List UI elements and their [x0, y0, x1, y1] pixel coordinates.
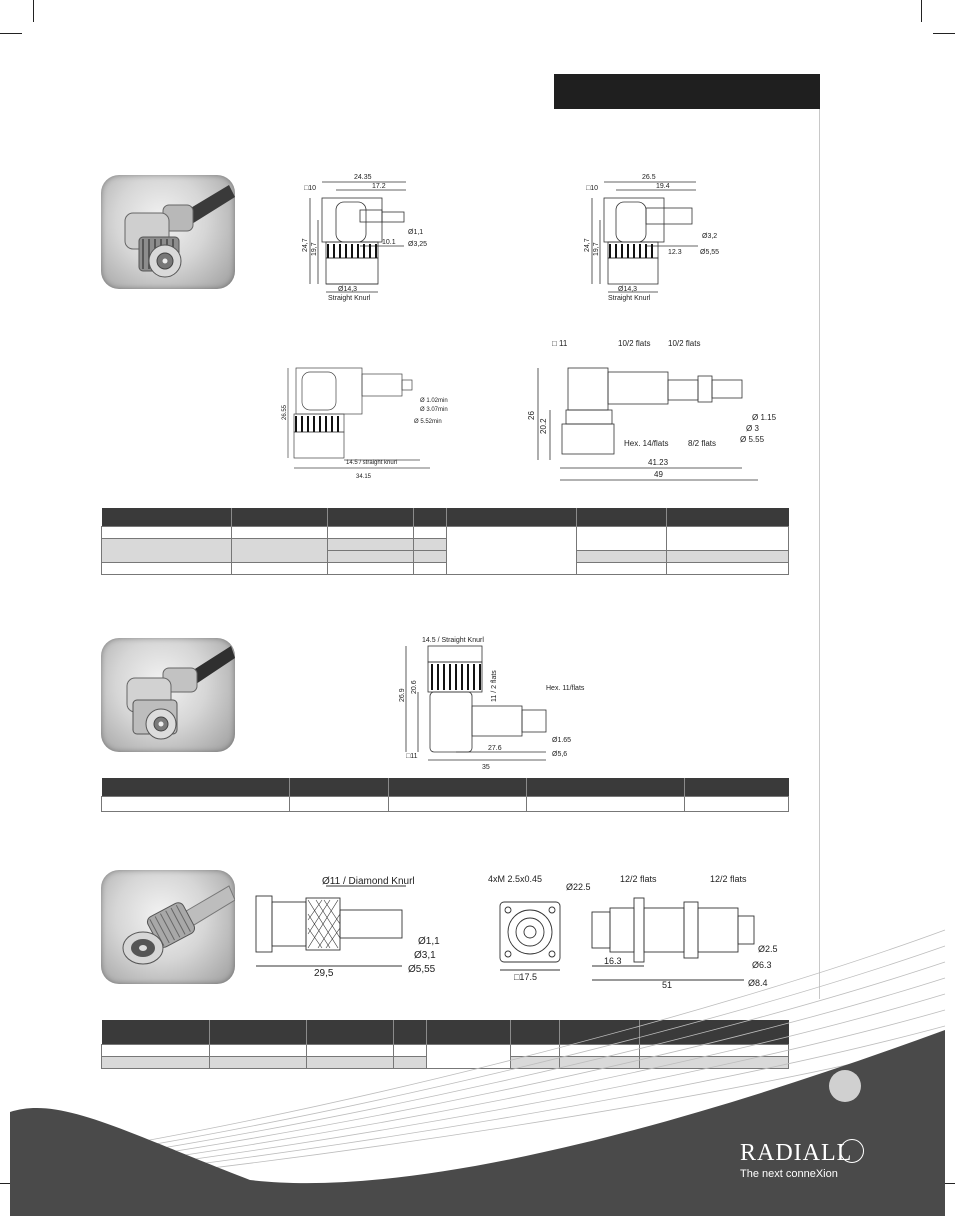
dim-square: □10 [586, 185, 599, 192]
dim-height-inner: 19,7 [311, 242, 318, 256]
table-row [102, 797, 789, 812]
column-header [102, 778, 290, 797]
dim-height-total: 26 [527, 411, 536, 420]
dim-knurl-label: Straight Knurl [608, 295, 651, 302]
table-cell [667, 527, 789, 551]
dim-dia-outer: Ø5,55 [700, 249, 720, 256]
dim-d1: Ø1,1 [418, 936, 440, 947]
dim-d2: Ø5,6 [552, 751, 568, 758]
dimension-drawing-1d [520, 336, 780, 486]
dim-hex: Hex. 14/flats [624, 439, 669, 448]
brand-tagline: The next conneXion [740, 1168, 838, 1180]
dim-knurl-label: Straight Knurl [328, 295, 371, 302]
table-cell [527, 797, 685, 812]
dim-width-total: 24.35 [354, 174, 372, 181]
table-cell [447, 527, 577, 575]
table-cell [102, 539, 232, 563]
crop-mark [0, 33, 22, 34]
dimension-drawing-1b [580, 170, 720, 306]
dim-knurl-dia: Ø14,3 [618, 286, 638, 293]
dim-flats: 11 / 2 flats [491, 670, 498, 702]
table-cell [232, 527, 328, 539]
dim-d3: Ø5,55 [408, 964, 436, 975]
table-cell [667, 563, 789, 575]
dim-flats3: 8/2 flats [688, 439, 717, 448]
dim-width: 34.15 [356, 474, 372, 480]
dimension-drawing-2 [396, 632, 586, 772]
column-header [414, 508, 447, 527]
dim-height-total: 24,7 [302, 238, 309, 252]
table-cell [328, 527, 414, 539]
column-header [447, 508, 577, 527]
crop-mark [33, 0, 34, 22]
table-row [102, 563, 789, 575]
table-cell [577, 551, 667, 563]
crop-mark [933, 33, 955, 34]
dim-length: 10.1 [382, 239, 396, 246]
brand-name: RADIALL [740, 1140, 853, 1166]
dimension-drawing-1c [280, 360, 460, 482]
dim-height-total: 24,7 [584, 238, 591, 252]
dim-d1: Ø2.5 [758, 944, 778, 954]
table-cell [232, 539, 328, 563]
dim-d1: Ø1.65 [552, 737, 572, 744]
column-header [328, 508, 414, 527]
dim-screws: 4xM 2.5x0.45 [488, 874, 543, 884]
table-cell [102, 797, 290, 812]
dim-width-inner: 17.2 [372, 183, 386, 190]
page-number-circle [829, 1070, 861, 1102]
dim-knurl: 14.5 / Straight Knurl [422, 637, 484, 644]
dim-d3: Ø 5.55 [740, 435, 765, 444]
dim-pin: Ø1,1 [408, 229, 424, 236]
dim-square: □ 11 [552, 339, 568, 348]
dim-width-total: 26.5 [642, 174, 656, 181]
page-divider-line [819, 109, 820, 999]
spec-table-2 [101, 778, 789, 812]
dim-square: □10 [304, 185, 317, 192]
table-cell [667, 551, 789, 563]
table-header-row [102, 508, 789, 527]
dim-dia-body: Ø3,25 [408, 241, 428, 248]
dim-square: □11 [406, 753, 418, 760]
table-header-row [102, 778, 789, 797]
column-header [667, 508, 789, 527]
column-header [685, 778, 789, 797]
dim-height-inner: 20.2 [539, 418, 548, 434]
dim-length: 12.3 [668, 249, 682, 256]
table-cell [102, 527, 232, 539]
dim-height: 26.55 [282, 404, 288, 420]
dim-length-inner: 16.3 [604, 956, 622, 966]
product-photo-right-angle-plug [101, 175, 235, 289]
table-cell [685, 797, 789, 812]
dim-length-total: 51 [662, 980, 673, 990]
table-cell [577, 563, 667, 575]
dimension-drawing-1a [296, 170, 428, 306]
section-header-bar [554, 74, 820, 109]
dim-d2: Ø3,1 [414, 950, 436, 961]
dim-dia: Ø22.5 [566, 882, 591, 892]
column-header [290, 778, 389, 797]
table-cell [414, 563, 447, 575]
table-cell [102, 563, 232, 575]
table-cell [328, 551, 414, 563]
dim-width-inner: 19.4 [656, 183, 670, 190]
dim-length-inner: 27.6 [488, 745, 502, 752]
dim-height-total: 26.9 [399, 688, 406, 702]
dim-height-inner: 19,7 [593, 242, 600, 256]
spec-table-1 [101, 508, 789, 575]
table-cell [232, 563, 328, 575]
dim-d1: Ø 1.02min [420, 398, 448, 404]
dim-d3: Ø 5.52min [414, 419, 442, 425]
table-cell [328, 563, 414, 575]
crop-mark [921, 0, 922, 22]
dim-knurl-dia: Ø14,3 [338, 286, 358, 293]
column-header [527, 778, 685, 797]
table-cell [577, 527, 667, 551]
dim-flats1: 12/2 flats [620, 874, 657, 884]
table-cell [414, 551, 447, 563]
column-header [389, 778, 527, 797]
table-cell [414, 539, 447, 551]
table-row [102, 527, 789, 539]
dim-flats1: 10/2 flats [618, 339, 651, 348]
table-cell [328, 539, 414, 551]
product-photo-right-angle-crimp [101, 638, 235, 752]
dim-length-total: 49 [654, 470, 663, 479]
dim-knurl: 14.5 / straight knurl [346, 460, 398, 466]
dim-flats2: 10/2 flats [668, 339, 701, 348]
dim-length-total: 35 [482, 764, 490, 771]
dim-knurl: Ø11 / Diamond Knurl [322, 876, 415, 887]
dim-flats2: 12/2 flats [710, 874, 747, 884]
dim-d1: Ø 1.15 [752, 413, 777, 422]
dim-height-inner: 20.6 [411, 680, 418, 694]
dim-d2: Ø6.3 [752, 960, 772, 970]
dim-hex: Hex. 11/flats [546, 685, 585, 692]
column-header [577, 508, 667, 527]
table-cell [414, 527, 447, 539]
column-header [102, 508, 232, 527]
dim-d2: Ø 3 [746, 424, 759, 433]
table-cell [290, 797, 389, 812]
column-header [232, 508, 328, 527]
dim-square: □17.5 [514, 972, 537, 982]
table-cell [389, 797, 527, 812]
dim-length: 29,5 [314, 968, 334, 979]
dim-dia-body: Ø3,2 [702, 233, 718, 240]
dim-d2: Ø 3.07min [420, 407, 448, 413]
dim-d3: Ø8.4 [748, 978, 768, 988]
dim-length-inner: 41.23 [648, 458, 669, 467]
logo-mark-icon [840, 1139, 864, 1163]
